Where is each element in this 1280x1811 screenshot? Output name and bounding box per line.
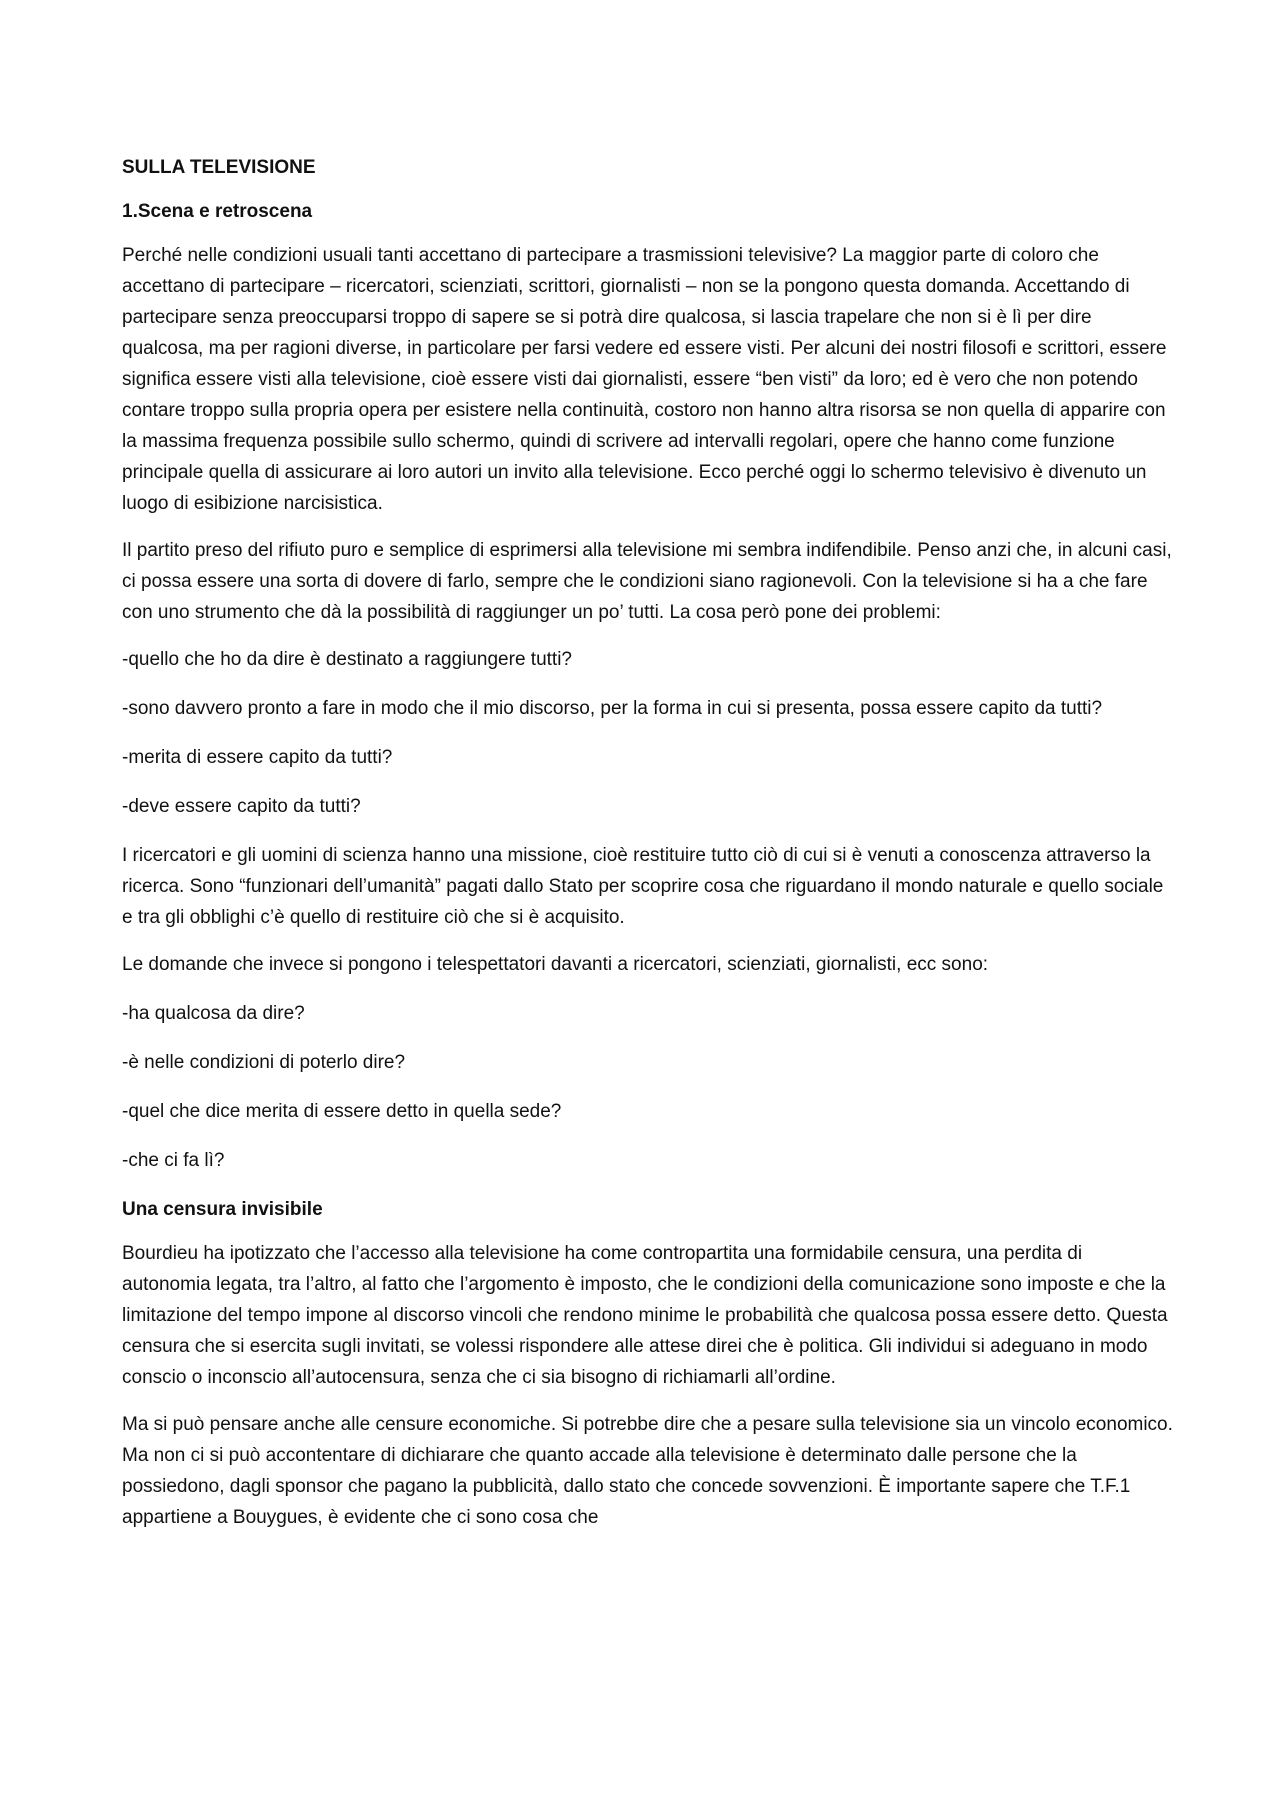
section-heading-censura: Una censura invisibile: [122, 1199, 323, 1220]
question-item: -quel che dice merita di essere detto in quella sede?: [122, 1101, 562, 1122]
paragraph: I ricercatori e gli uomini di scienza hanno una missione, cioè restituire tutto ciò di cui si è venuti a conoscenza attraverso la ricerca. Sono “funzionari dell’umanità” pagati dallo Stato per scoprire cosa che riguardano il mondo naturale e quello sociale e tra gli obblighi c’è quello di restituire ciò che si è acquisito.: [122, 845, 1164, 928]
question-item: -che ci fa lì?: [122, 1150, 225, 1171]
paragraph: Perché nelle condizioni usuali tanti accettano di partecipare a trasmissioni televisive? La maggior parte di coloro che accettano di partecipare – ricercatori, scienziati, scrittori, giornalisti – non se la pongono questa domanda. Accettando di partecipare senza preoccuparsi troppo di sapere se si potrà dire qualcosa, si lascia trapelare che non si è lì per dire qualcosa, ma per ragioni diverse, in particolare per farsi vedere ed essere visti. Per alcuni dei nostri filosofi e scrittori, essere significa essere visti alla televisione, cioè essere visti dai giornalisti, essere “ben visti” da loro; ed è vero che non potendo contare troppo sulla propria opera per esistere nella continuità, costoro non hanno altra risorsa se non quella di apparire con la massima frequenza possibile sullo schermo, quindi di scrivere ad intervalli regolari, opere che hanno come funzione principale quella di assicurare ai loro autori un invito alla televisione. Ecco perché oggi lo schermo televisivo è divenuto un luogo di esibizione narcisistica.: [122, 245, 1167, 514]
paragraph: Le domande che invece si pongono i telespettatori davanti a ricercatori, scienziati, giornalisti, ecc sono:: [122, 954, 989, 975]
section-heading-scena: 1.Scena e retroscena: [122, 201, 313, 222]
document-page: [122, 152, 1174, 1549]
question-item: -è nelle condizioni di poterlo dire?: [122, 1052, 406, 1073]
paragraph: Ma si può pensare anche alle censure economiche. Si potrebbe dire che a pesare sulla televisione sia un vincolo economico. Ma non ci si può accontentare di dichiarare che quanto accade alla televisione è determinato dalle persone che la possiedono, dagli sponsor che pagano la pubblicità, dallo stato che concede sovvenzioni. È importante sapere che T.F.1 appartiene a Bouygues, è evidente che ci sono cosa che: [122, 1414, 1173, 1528]
question-item: -sono davvero pronto a fare in modo che il mio discorso, per la forma in cui si presenta, possa essere capito da tutti?: [122, 698, 1103, 719]
question-item: -merita di essere capito da tutti?: [122, 747, 393, 768]
paragraph: Bourdieu ha ipotizzato che l’accesso alla televisione ha come contropartita una formidabile censura, una perdita di autonomia legata, tra l’altro, al fatto che l’argomento è imposto, che le condizioni della comunicazione sono imposte e che la limitazione del tempo impone al discorso vincoli che rendono minime le probabilità che qualcosa possa essere detto. Questa censura che si esercita sugli invitati, se volessi rispondere alle attese direi che è politica. Gli individui si adeguano in modo conscio o inconscio all’autocensura, senza che ci sia bisogno di richiamarli all’ordine.: [122, 1243, 1168, 1388]
paragraph: Il partito preso del rifiuto puro e semplice di esprimersi alla televisione mi sembra indifendibile. Penso anzi che, in alcuni casi, ci possa essere una sorta di dovere di farlo, sempre che le condizioni siano ragionevoli. Con la televisione si ha a che fare con uno strumento che dà la possibilità di raggiunger un po’ tutti. La cosa però pone dei problemi:: [122, 540, 1172, 623]
question-item: -quello che ho da dire è destinato a raggiungere tutti?: [122, 649, 572, 670]
document-title: SULLA TELEVISIONE: [122, 157, 316, 178]
question-item: -ha qualcosa da dire?: [122, 1003, 305, 1024]
question-item: -deve essere capito da tutti?: [122, 796, 361, 817]
